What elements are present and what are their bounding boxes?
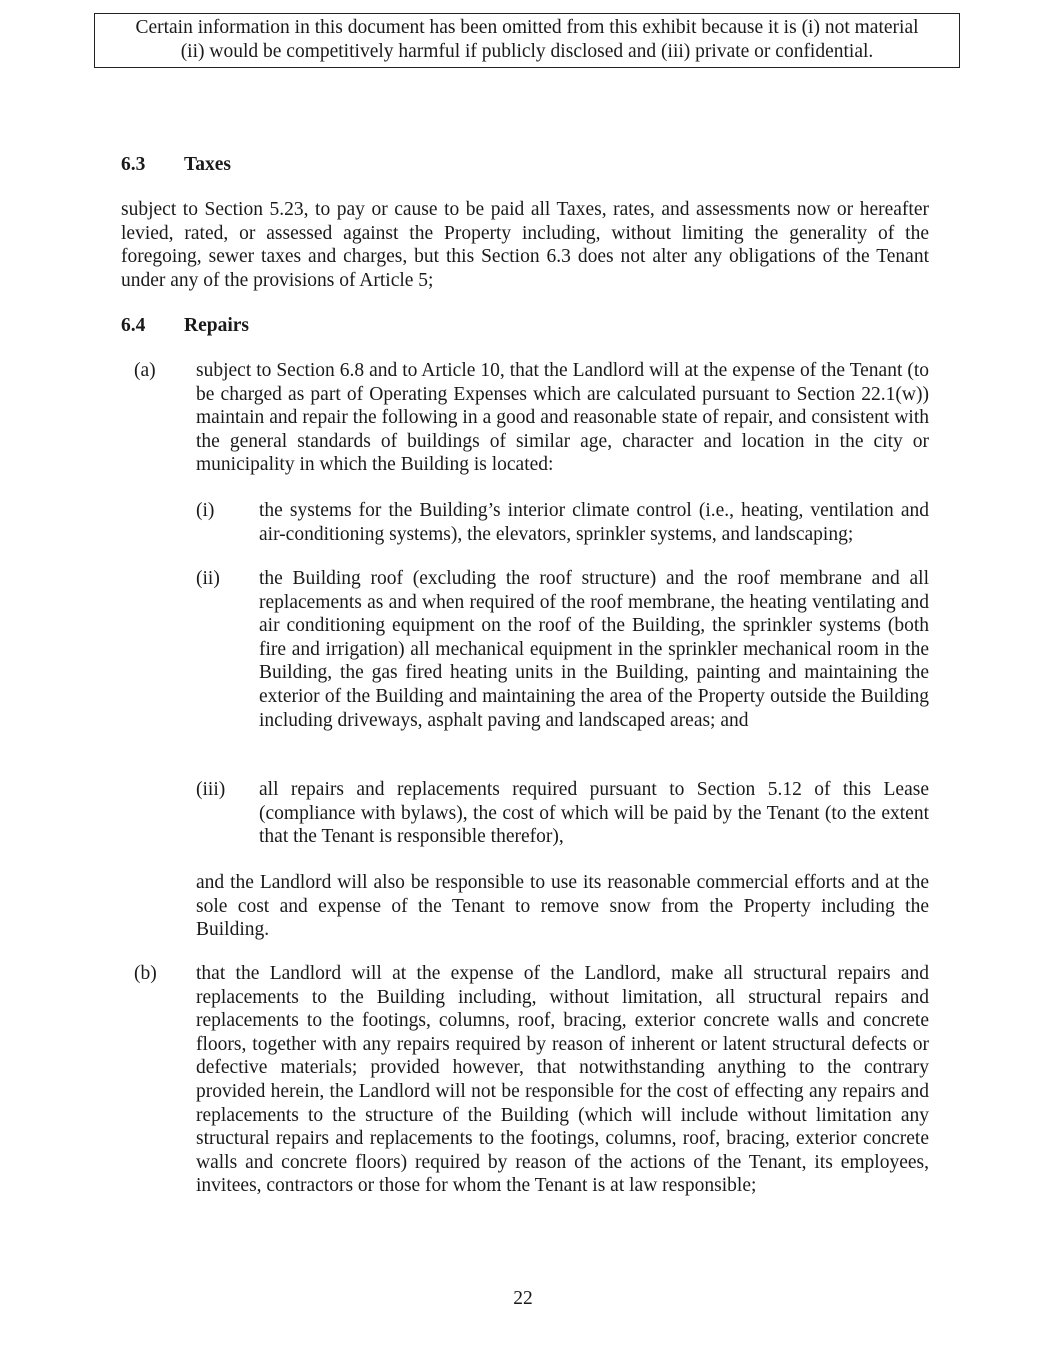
- clause-b-text: that the Landlord will at the expense of the Landlord, make all structural repairs and replacements to the Building including, without limitation, all structural repairs and replacements to the footings, columns, roof, bracing, exterior concrete walls and concrete floors, together with any repairs required by reason of inherent or latent structural defects or defective materials; provided however, that notwithstanding anything to the contrary provided herein, the Landlord will not be responsible for the cost of effecting any repairs and replacements to the structure of the Building (which will include without limitation any structural repairs and replacements to the footings, columns, roof, bracing, exterior concrete walls and concrete floors) required by reason of the actions of the Tenant, its employees, invitees, contractors or those for whom the Tenant is at law responsible;: [196, 963, 929, 1197]
- item-ii-text: the Building roof (excluding the roof structure) and the roof membrane and all replacements as and when required of the roof membrane, the heating ventilating and air conditioning equipment on the roof of the Building, the sprinkler systems (both fire and irrigation) all mechanical equipment in the sprinkler mechanical room in the Building, the gas fired heating units in the Building, painting and maintaining the exterior of the Building and maintaining the area of the Property outside the Building including driveways, asphalt paving and landscaped areas; and: [259, 568, 929, 731]
- section-6-3-body: subject to Section 5.23, to pay or cause to be paid all Taxes, rates, and assessments now or hereafter levied, rated, or assessed against the Property including, without limiting the generality of the foregoing, sewer taxes and charges, but this Section 6.3 does not alter any obligations of the Tenant under any of the provisions of Article 5;: [121, 199, 929, 291]
- item-i-marker: (i): [196, 500, 215, 521]
- section-6-4-heading: [121, 314, 249, 338]
- clause-a-text: subject to Section 6.8 and to Article 10, that the Landlord will at the expense of the Tenant (to be charged as part of Operating Expenses which are calculated pursuant to Section 22.1(w)) maintain and repair the following in a good and reasonable state of repair, and consistent with the general standards of buildings of similar age, character and location in the city or municipality in which the Building is located:: [196, 360, 929, 476]
- section-title: Taxes: [184, 154, 231, 175]
- notice-line-2: (ii) would be competitively harmful if publicly disclosed and (iii) private or confidential.: [180, 41, 874, 62]
- section-6-3-heading: [121, 153, 231, 177]
- section-title: Repairs: [184, 315, 249, 336]
- section-number: 6.4: [121, 315, 146, 336]
- item-ii-marker: (ii): [196, 568, 220, 589]
- clause-a-marker: (a): [134, 360, 156, 381]
- clause-b-marker: (b): [134, 963, 157, 984]
- section-number: 6.3: [121, 154, 146, 175]
- item-iii-text: all repairs and replacements required pursuant to Section 5.12 of this Lease (compliance with bylaws), the cost of which will be paid by the Tenant (to the extent that the Tenant is responsible therefor),: [259, 779, 929, 848]
- item-iii-marker: (iii): [196, 779, 226, 800]
- confidentiality-notice: [94, 13, 960, 68]
- notice-line-1: Certain information in this document has been omitted from this exhibit because it is (i) not material: [135, 17, 919, 38]
- clause-a-closing: and the Landlord will also be responsible to use its reasonable commercial efforts and at the sole cost and expense of the Tenant to remove snow from the Property including the Building.: [196, 872, 929, 941]
- page-number: 22: [513, 1288, 533, 1309]
- item-i-text: the systems for the Building’s interior climate control (i.e., heating, ventilation and air-conditioning systems), the elevators, sprinkler systems, and landscaping;: [259, 500, 929, 545]
